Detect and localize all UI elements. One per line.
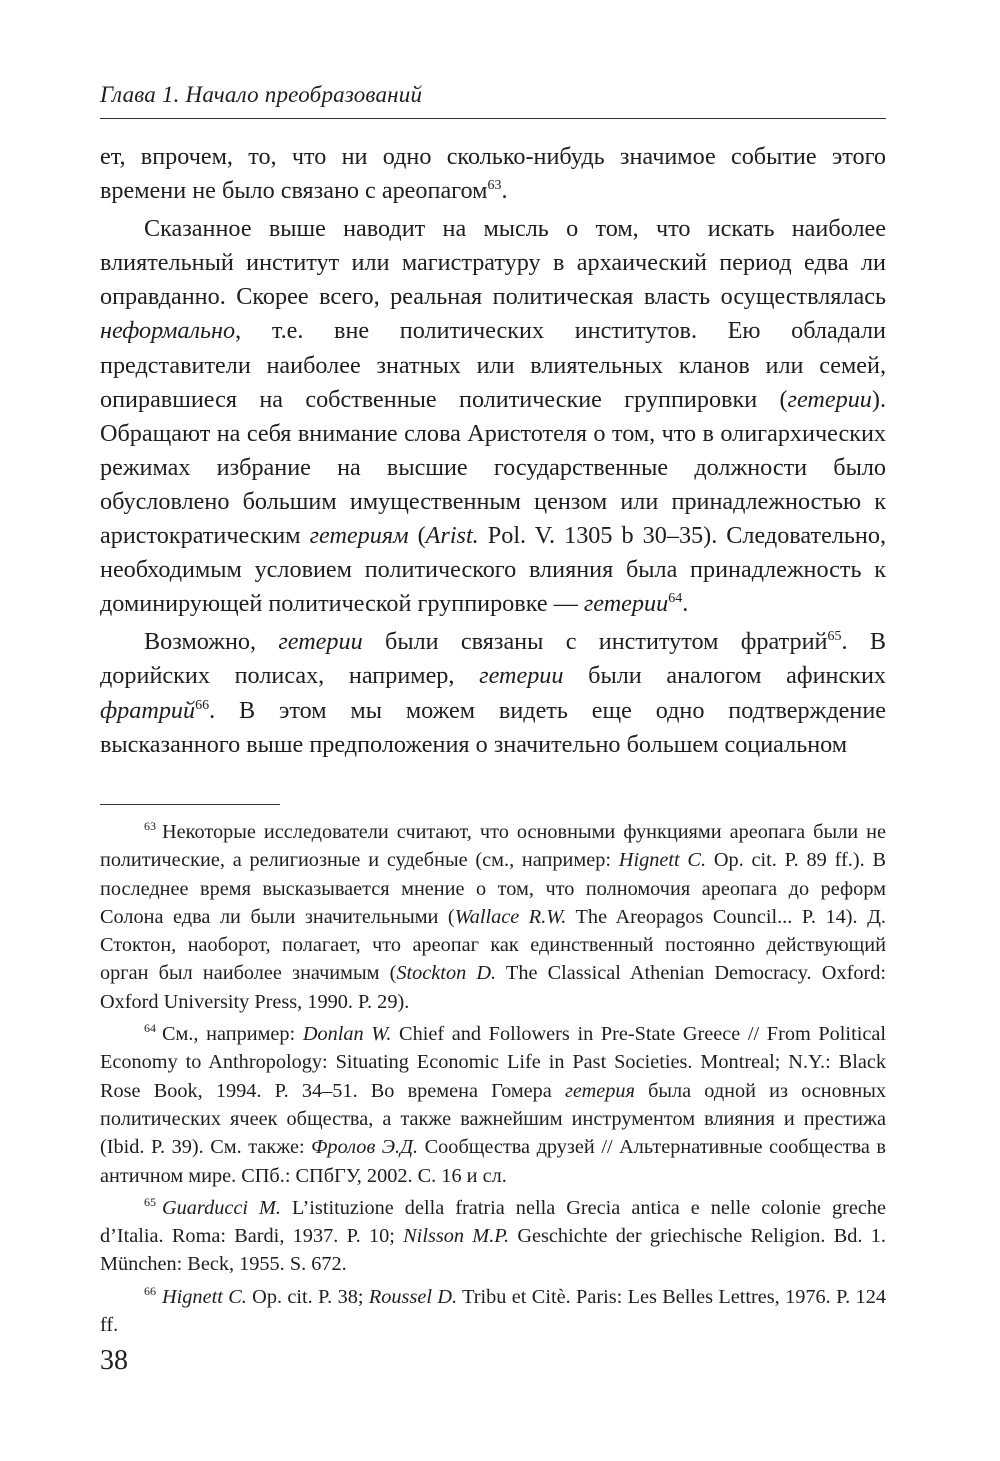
text-run: Tribu et Citè. Paris: Les Belles Lettres, 1976. P. 124 ff.: [100, 1285, 886, 1337]
text-run: .: [501, 177, 508, 205]
text-run: The Classical Athenian Democracy. Oxford: Oxford University Press, 1990. P. 29).: [100, 962, 887, 1013]
footnote-65: [100, 1194, 886, 1279]
paragraph-continued: [100, 140, 886, 208]
italic-author: Donlan W.: [302, 1023, 392, 1046]
text-run: . В дорийских полисах, например,: [100, 628, 886, 690]
footnote-number: 63: [144, 819, 156, 834]
text-run: Op. cit. P. 38;: [246, 1285, 369, 1308]
footnote-ref-65[interactable]: 65: [827, 629, 842, 645]
main-text: [100, 140, 886, 762]
text-run: , т.е. вне политических институтов. Ею обладали представители наиболее знатных или влиятельных кланов или семей, опиравшиеся на собственные политические группировки (: [100, 317, 886, 413]
footnote-number: 66: [144, 1283, 156, 1298]
italic-author: Hignett C.: [618, 849, 707, 872]
footnote-ref-63[interactable]: 63: [487, 178, 502, 194]
italic-author: Guarducci M.: [162, 1196, 281, 1219]
header-rule: [100, 118, 886, 119]
italic-author: Nilsson M.P.: [403, 1225, 510, 1248]
italic-term: гетерия: [564, 1079, 635, 1102]
footnote-66: [100, 1283, 886, 1340]
text-run: .: [682, 590, 689, 618]
italic-author: Stockton D.: [396, 962, 497, 985]
footnote-64: [100, 1020, 886, 1190]
text-run: The Areopagos Council... P. 14). Д. Стоктон, наоборот, полагает, что ареопаг как единственный постоянно действующий орган был наиболее значимым (: [100, 905, 886, 985]
paragraph-3: [100, 625, 886, 761]
paragraph-2: [100, 212, 886, 621]
text-run: Geschichte der griechische Religion. Bd. 1. München: Beck, 1955. S. 672.: [100, 1225, 886, 1276]
italic-author: Wallace R.W.: [454, 905, 567, 928]
running-head: Глава 1. Начало преобразований: [100, 82, 423, 107]
italic-author: Arist.: [425, 522, 479, 550]
italic-term: гетериям: [309, 522, 409, 550]
italic-term: гетерии: [787, 385, 872, 413]
text-run: были аналогом афинских: [563, 662, 886, 690]
text-run: была одной из основных политических ячеек общества, а также важнейшим инструментом влияния и престижа (Ibid. P. 39). См. также:: [100, 1079, 886, 1159]
footnote-separator: [100, 804, 280, 805]
page-number: 38: [100, 1345, 128, 1376]
text-run: L’istituzione della fratria nella Grecia antica e nelle colonie greche d’Italia. Roma: Bardi, 1937. P. 10;: [100, 1196, 886, 1248]
text-run: . В этом мы можем видеть еще одно подтверждение высказанного выше предположения о значительно большем социальном: [100, 696, 886, 758]
text-run: Сообщества друзей // Альтернативные сообщества в античном мире. СПб.: СПбГУ, 2002. С. 16 и сл.: [100, 1136, 886, 1187]
italic-term: неформально: [100, 317, 236, 345]
footnote-number: 65: [144, 1195, 156, 1210]
text-run: ет, впрочем, то, что ни одно сколько-нибудь значимое событие этого времени не было связано с ареопагом: [100, 143, 886, 205]
italic-term: гетерии: [479, 662, 564, 690]
text-run: Op. cit. P. 89 ff.). В последнее время высказывается мнение о том, что полномочия ареопага до реформ Солона едва ли были значительными (: [100, 849, 886, 928]
footnote-63: [100, 818, 886, 1016]
text-run: ). Обращают на себя внимание слова Аристотеля о том, что в олигархических режимах избрание на высшие государственные должности было обусловлено большим имущественным цензом или принадлежностью к аристократическим: [100, 385, 886, 550]
footnote-ref-66[interactable]: 66: [195, 697, 210, 713]
text-run: Некоторые исследователи считают, что основными функциями ареопага были не политические, а религиозные и судебные (см., например:: [100, 821, 886, 872]
italic-term: фратрий: [100, 696, 196, 724]
text-run: См., например:: [162, 1023, 303, 1046]
italic-author: Hignett C.: [162, 1285, 247, 1308]
text-run: Pol. V. 1305 b 30–35). Следовательно, необходимым условием политического влияния была принадлежность к доминирующей политической группировке —: [100, 522, 886, 618]
italic-term: гетерии: [278, 628, 363, 656]
italic-term: гетерии: [583, 590, 669, 618]
text-run: Возможно,: [144, 628, 279, 656]
text-run: Chief and Followers in Pre-State Greece // From Political Economy to Anthropology: Situating Economic Life in Past Societies. Montreal; N.Y.: Black Rose Book, 1994. P. 34–51. Во времена Гомера: [100, 1023, 886, 1102]
text-run: были связаны с институтом фратрий: [362, 628, 828, 656]
italic-author: Roussel D.: [368, 1285, 458, 1308]
text-run: Сказанное выше наводит на мысль о том, что искать наиболее влиятельный институт или магистратуру в архаический период едва ли оправданно. Скорее всего, реальная политическая власть осуществлялась: [100, 215, 886, 311]
footnote-number: 64: [144, 1021, 156, 1036]
italic-author: Фролов Э.Д.: [311, 1136, 419, 1159]
footnotes: [100, 818, 886, 1343]
text-run: (: [408, 522, 426, 550]
footnote-ref-64[interactable]: 64: [668, 591, 683, 607]
